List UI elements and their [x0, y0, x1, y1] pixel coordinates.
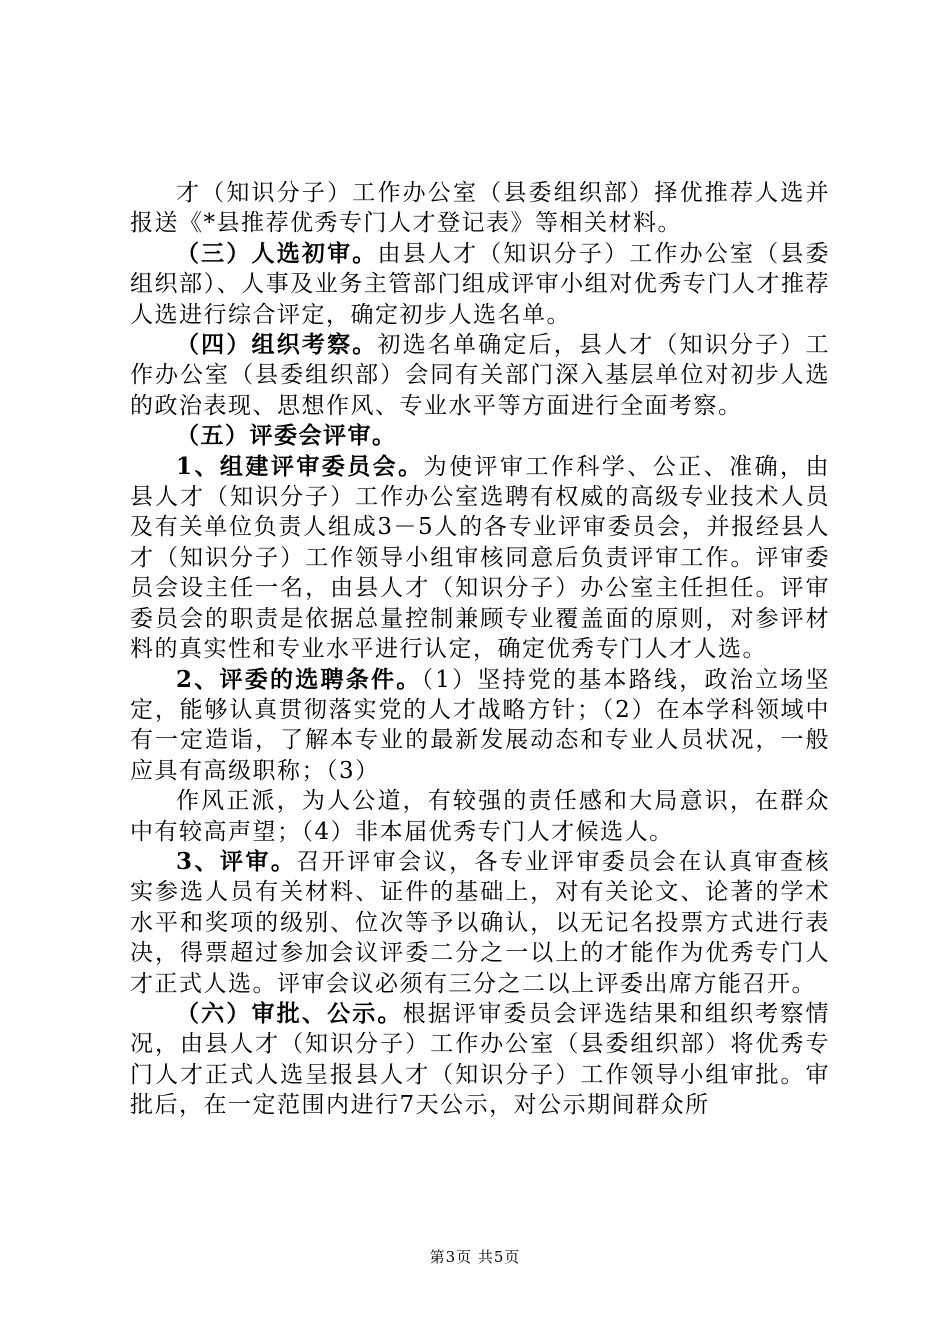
paragraph-7: [130, 786, 830, 847]
page-footer: [0, 1246, 950, 1267]
document-body: [130, 178, 830, 1121]
paragraph-2-text: 由县人才（知识分子）工作办公室（县委组织部）、人事及业务主管部门组成评审小组对优秀专门人才推荐人选进行综合评定，确定初步人选名单。: [130, 240, 831, 328]
paragraph-6-text: （1）坚持党的基本路线，政治立场坚定，能够认真贯彻落实党的人才战略方针；（2）在本学科领域中有一定造诣，了解本专业的最新发展动态和专业人员状况，一般应具有高级职称；（3）: [130, 666, 830, 784]
paragraph-7-text: 作风正派，为人公道，有较强的责任感和大局意识，在群众中有较高声望；（4）非本届优秀专门人才候选人。: [130, 788, 830, 845]
paragraph-4: [130, 421, 830, 451]
paragraph-1: [130, 178, 830, 239]
section-heading-6: （六）审批、公示。: [176, 999, 403, 1027]
page-number-label: 第3页 共5页: [429, 1248, 521, 1266]
subheading-3: 3、评审。: [176, 847, 297, 875]
paragraph-9: [130, 999, 830, 1121]
paragraph-8-text: 召开评审会议，各专业评审委员会在认真审查核实参选人员有关材料、证件的基础上，对有关论文、论著的学术水平和奖项的级别、位次等予以确认，以无记名投票方式进行表决，得票超过参加会议评委二分之一以上的才能作为优秀专门人才正式人选。评审会议必须有三分之二以上评委出席方能召开。: [130, 848, 831, 997]
paragraph-2: [130, 239, 830, 330]
paragraph-6: [130, 665, 830, 787]
subheading-1: 1、组建评审委员会。: [176, 452, 424, 480]
paragraph-1-text: 才（知识分子）工作办公室（县委组织部）择优推荐人选并报送《*县推荐优秀专门人才登记表》等相关材料。: [130, 180, 830, 237]
subheading-2: 2、评委的选聘条件。: [176, 665, 422, 693]
paragraph-8: [130, 847, 830, 999]
paragraph-5: [130, 452, 830, 665]
section-heading-4: （四）组织考察。: [176, 331, 378, 359]
paragraph-3: [130, 330, 830, 421]
section-heading-5: （五）评委会评审。: [176, 422, 397, 450]
paragraph-5-text: 为使评审工作科学、公正、准确，由县人才（知识分子）工作办公室选聘有权威的高级专业技术人员及有关单位负责人组成3－5人的各专业评审委员会，并报经县人才（知识分子）工作领导小组审核同意后负责评审工作。评审委员会设主任一名，由县人才（知识分子）办公室主任担任。评审委员会的职责是依据总量控制兼顾专业覆盖面的原则，对参评材料的真实性和专业水平进行认定，确定优秀专门人才人选。: [130, 453, 831, 663]
paragraph-9-text: 根据评审委员会评选结果和组织考察情况，由县人才（知识分子）工作办公室（县委组织部）将优秀专门人才正式人选呈报县人才（知识分子）工作领导小组审批。审批后，在一定范围内进行7天公示，对公示期间群众所: [130, 1000, 831, 1119]
paragraph-3-text: 初选名单确定后，县人才（知识分子）工作办公室（县委组织部）会同有关部门深入基层单位对初步人选的政治表现、思想作风、专业水平等方面进行全面考察。: [130, 332, 831, 419]
section-heading-3: （三）人选初审。: [176, 239, 378, 267]
